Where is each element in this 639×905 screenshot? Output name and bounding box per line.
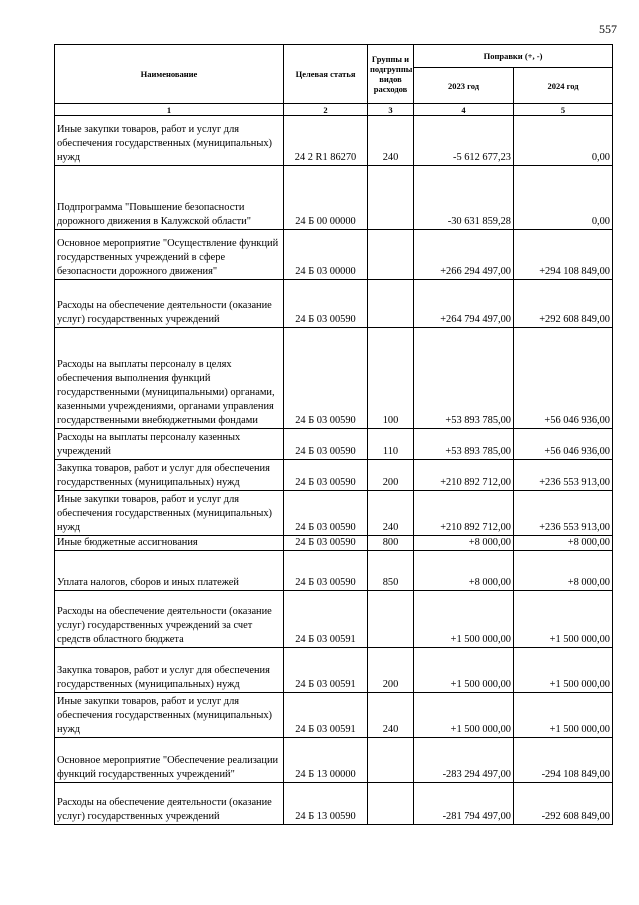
row-expense-group-cell: 240	[368, 693, 414, 738]
page-number: 557	[599, 22, 617, 36]
row-target-article-cell: 24 Б 00 00000	[284, 166, 368, 230]
row-2023-amount-cell: +210 892 712,00	[414, 460, 514, 491]
table-row	[55, 460, 613, 491]
row-name-cell: Иные закупки товаров, работ и услуг для обеспечения государственных (муниципальных) нужд	[55, 491, 284, 536]
row-name-cell: Иные бюджетные ассигнования	[55, 536, 284, 551]
row-2024-amount-cell: +1 500 000,00	[514, 648, 613, 693]
row-expense-group-cell: 200	[368, 648, 414, 693]
row-2023-amount-cell: +8 000,00	[414, 536, 514, 551]
row-expense-group-cell	[368, 591, 414, 648]
table-row	[55, 591, 613, 648]
row-target-article-cell: 24 Б 03 00590	[284, 429, 368, 460]
row-expense-group-cell: 110	[368, 429, 414, 460]
row-2023-amount-cell: -281 794 497,00	[414, 783, 514, 825]
header-2023: 2023 год	[414, 68, 514, 104]
row-target-article-cell: 24 Б 03 00590	[284, 460, 368, 491]
row-2024-amount-cell: +236 553 913,00	[514, 491, 613, 536]
row-name-cell: Иные закупки товаров, работ и услуг для обеспечения государственных (муниципальных) нужд	[55, 693, 284, 738]
header-target-article: Целевая статья	[284, 45, 368, 104]
row-target-article-cell: 24 Б 03 00590	[284, 280, 368, 328]
row-2023-amount-cell: +53 893 785,00	[414, 328, 514, 429]
column-index-4: 4	[414, 104, 514, 116]
row-target-article-cell: 24 Б 03 00590	[284, 328, 368, 429]
table-row	[55, 328, 613, 429]
row-name-cell: Расходы на обеспечение деятельности (оказание услуг) государственных учреждений	[55, 280, 284, 328]
row-2024-amount-cell: -294 108 849,00	[514, 738, 613, 783]
row-2024-amount-cell: +1 500 000,00	[514, 693, 613, 738]
table-row	[55, 536, 613, 551]
row-expense-group-cell	[368, 738, 414, 783]
budget-amendments-table	[54, 44, 613, 825]
row-target-article-cell: 24 Б 03 00591	[284, 648, 368, 693]
row-2023-amount-cell: +264 794 497,00	[414, 280, 514, 328]
row-2023-amount-cell: +1 500 000,00	[414, 693, 514, 738]
row-expense-group-cell	[368, 280, 414, 328]
row-2023-amount-cell: +210 892 712,00	[414, 491, 514, 536]
row-expense-group-cell: 850	[368, 551, 414, 591]
row-2023-amount-cell: +1 500 000,00	[414, 591, 514, 648]
row-2024-amount-cell: 0,00	[514, 166, 613, 230]
row-target-article-cell: 24 2 R1 86270	[284, 116, 368, 166]
row-2024-amount-cell: +1 500 000,00	[514, 591, 613, 648]
row-target-article-cell: 24 Б 03 00000	[284, 230, 368, 280]
row-name-cell: Иные закупки товаров, работ и услуг для обеспечения государственных (муниципальных) нужд	[55, 116, 284, 166]
row-target-article-cell: 24 Б 03 00590	[284, 551, 368, 591]
row-target-article-cell: 24 Б 03 00590	[284, 491, 368, 536]
row-2024-amount-cell: +8 000,00	[514, 551, 613, 591]
header-name: Наименование	[55, 45, 284, 104]
row-2023-amount-cell: +53 893 785,00	[414, 429, 514, 460]
row-2023-amount-cell: -30 631 859,28	[414, 166, 514, 230]
column-index-2: 2	[284, 104, 368, 116]
row-2023-amount-cell: +266 294 497,00	[414, 230, 514, 280]
table-row	[55, 230, 613, 280]
table-row	[55, 280, 613, 328]
table-row	[55, 166, 613, 230]
table-row	[55, 648, 613, 693]
table-row	[55, 551, 613, 591]
table-row	[55, 491, 613, 536]
column-index-3: 3	[368, 104, 414, 116]
row-name-cell: Уплата налогов, сборов и иных платежей	[55, 551, 284, 591]
row-2024-amount-cell: +236 553 913,00	[514, 460, 613, 491]
row-name-cell: Расходы на обеспечение деятельности (оказание услуг) государственных учреждений за счет средств областного бюджета	[55, 591, 284, 648]
header-2024: 2024 год	[514, 68, 613, 104]
row-target-article-cell: 24 Б 03 00590	[284, 536, 368, 551]
table-row	[55, 693, 613, 738]
row-name-cell: Закупка товаров, работ и услуг для обеспечения государственных (муниципальных) нужд	[55, 460, 284, 491]
row-2024-amount-cell: +294 108 849,00	[514, 230, 613, 280]
table-row	[55, 429, 613, 460]
row-2024-amount-cell: +8 000,00	[514, 536, 613, 551]
table-row	[55, 116, 613, 166]
row-name-cell: Закупка товаров, работ и услуг для обеспечения государственных (муниципальных) нужд	[55, 648, 284, 693]
column-index-5: 5	[514, 104, 613, 116]
row-2023-amount-cell: -283 294 497,00	[414, 738, 514, 783]
row-target-article-cell: 24 Б 13 00590	[284, 783, 368, 825]
row-2023-amount-cell: -5 612 677,23	[414, 116, 514, 166]
row-target-article-cell: 24 Б 03 00591	[284, 693, 368, 738]
row-2024-amount-cell: 0,00	[514, 116, 613, 166]
row-expense-group-cell: 200	[368, 460, 414, 491]
row-target-article-cell: 24 Б 13 00000	[284, 738, 368, 783]
row-expense-group-cell	[368, 166, 414, 230]
row-2023-amount-cell: +8 000,00	[414, 551, 514, 591]
row-2024-amount-cell: +56 046 936,00	[514, 328, 613, 429]
column-index-1: 1	[55, 104, 284, 116]
row-name-cell: Основное мероприятие "Обеспечение реализации функций государственных учреждений"	[55, 738, 284, 783]
header-amendments: Поправки (+, -)	[414, 45, 613, 68]
row-expense-group-cell: 240	[368, 491, 414, 536]
row-2024-amount-cell: -292 608 849,00	[514, 783, 613, 825]
table-row	[55, 738, 613, 783]
row-name-cell: Расходы на выплаты персоналу казенных учреждений	[55, 429, 284, 460]
row-name-cell: Подпрограмма "Повышение безопасности дорожного движения в Калужской области"	[55, 166, 284, 230]
row-expense-group-cell	[368, 230, 414, 280]
row-name-cell: Расходы на обеспечение деятельности (оказание услуг) государственных учреждений	[55, 783, 284, 825]
row-expense-group-cell: 100	[368, 328, 414, 429]
header-expense-groups: Группы и подгруппы видов расходов	[368, 45, 414, 104]
row-2024-amount-cell: +292 608 849,00	[514, 280, 613, 328]
table-row	[55, 783, 613, 825]
row-expense-group-cell	[368, 783, 414, 825]
row-name-cell: Расходы на выплаты персоналу в целях обеспечения выполнения функций государственными (муниципальными) органами, казенными учреждениями, органами управления государственными внебюджетными фондами	[55, 328, 284, 429]
row-name-cell: Основное мероприятие "Осуществление функций государственных учреждений в сфере безопасности дорожного движения"	[55, 230, 284, 280]
row-2023-amount-cell: +1 500 000,00	[414, 648, 514, 693]
row-expense-group-cell: 800	[368, 536, 414, 551]
row-expense-group-cell: 240	[368, 116, 414, 166]
row-2024-amount-cell: +56 046 936,00	[514, 429, 613, 460]
row-target-article-cell: 24 Б 03 00591	[284, 591, 368, 648]
